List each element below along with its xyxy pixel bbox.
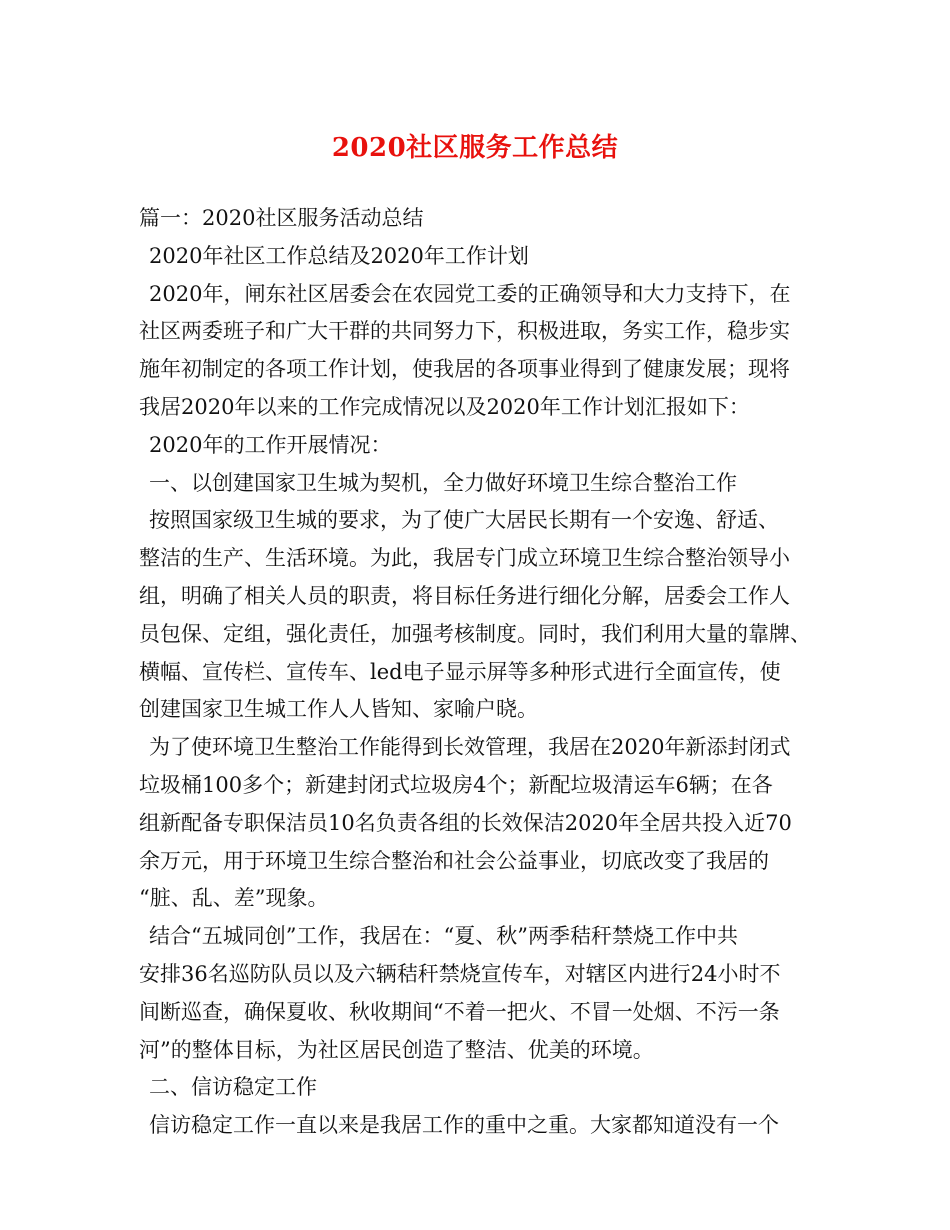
paragraph-line: 组新配备专职保洁员10名负责各组的长效保洁2020年全居共投入近70 [139,810,792,835]
paragraph-line: 施年初制定的各项工作计划，使我居的各项事业得到了健康发展；现将 [139,357,790,382]
paragraph-line: 间断巡查，确保夏收、秋收期间“不着一把火、不冒一处烟、不污一条 [139,999,780,1024]
document-body [139,200,839,1145]
document-title: 2020社区服务工作总结 [331,133,619,163]
paragraph-line: 员包保、定组，强化责任，加强考核制度。同时，我们利用大量的靠牌、 [139,621,811,646]
paragraph-line: 结合“五城同创”工作，我居在：“夏、秋”两季秸秆禁烧工作中共 [149,924,738,949]
paragraph-line: 创建国家卫生城工作人人皆知、家喻户晓。 [139,697,538,722]
paragraph-line: 信访稳定工作一直以来是我居工作的重中之重。大家都知道没有一个 [149,1113,779,1138]
paragraph-line: 社区两委班子和广大干群的共同努力下，积极进取，务实工作，稳步实 [139,319,790,344]
section-heading: 篇一：2020社区服务活动总结 [139,206,424,230]
paragraph-line: 安排36名巡防队员以及六辆秸秆禁烧宣传车，对辖区内进行24小时不 [139,961,781,986]
paragraph-line: 按照国家级卫生城的要求，为了使广大居民长期有一个安逸、舒适、 [149,508,779,533]
paragraph-line: 我居2020年以来的工作完成情况以及2020年工作计划汇报如下： [139,394,750,419]
paragraph-line: 横幅、宣传栏、宣传车、led电子显示屏等多种形式进行全面宣传，使 [139,659,781,684]
paragraph-line: 为了使环境卫生整治工作能得到长效管理，我居在2020年新添封闭式 [149,735,791,760]
numbered-heading: 二、信访稳定工作 [149,1075,317,1100]
paragraph-line: 2020年的工作开展情况： [149,432,392,457]
subheading: 2020年社区工作总结及2020年工作计划 [149,243,529,268]
paragraph-line: 2020年，闸东社区居委会在农园党工委的正确领导和大力支持下，在 [149,281,791,306]
paragraph-line: 河”的整体目标，为社区居民创造了整洁、优美的环境。 [139,1037,654,1062]
paragraph-line: “脏、乱、差”现象。 [139,886,329,911]
paragraph-line: 整洁的生产、生活环境。为此，我居专门成立环境卫生综合整治领导小 [139,546,790,571]
paragraph-line: 组，明确了相关人员的职责，将目标任务进行细化分解，居委会工作人 [139,583,790,608]
paragraph-line: 垃圾桶100多个；新建封闭式垃圾房4个；新配垃圾清运车6辆；在各 [139,772,773,797]
numbered-heading: 一、以创建国家卫生城为契机，全力做好环境卫生综合整治工作 [149,470,737,495]
paragraph-line: 余万元，用于环境卫生综合整治和社会公益事业，切底改变了我居的 [139,848,769,873]
